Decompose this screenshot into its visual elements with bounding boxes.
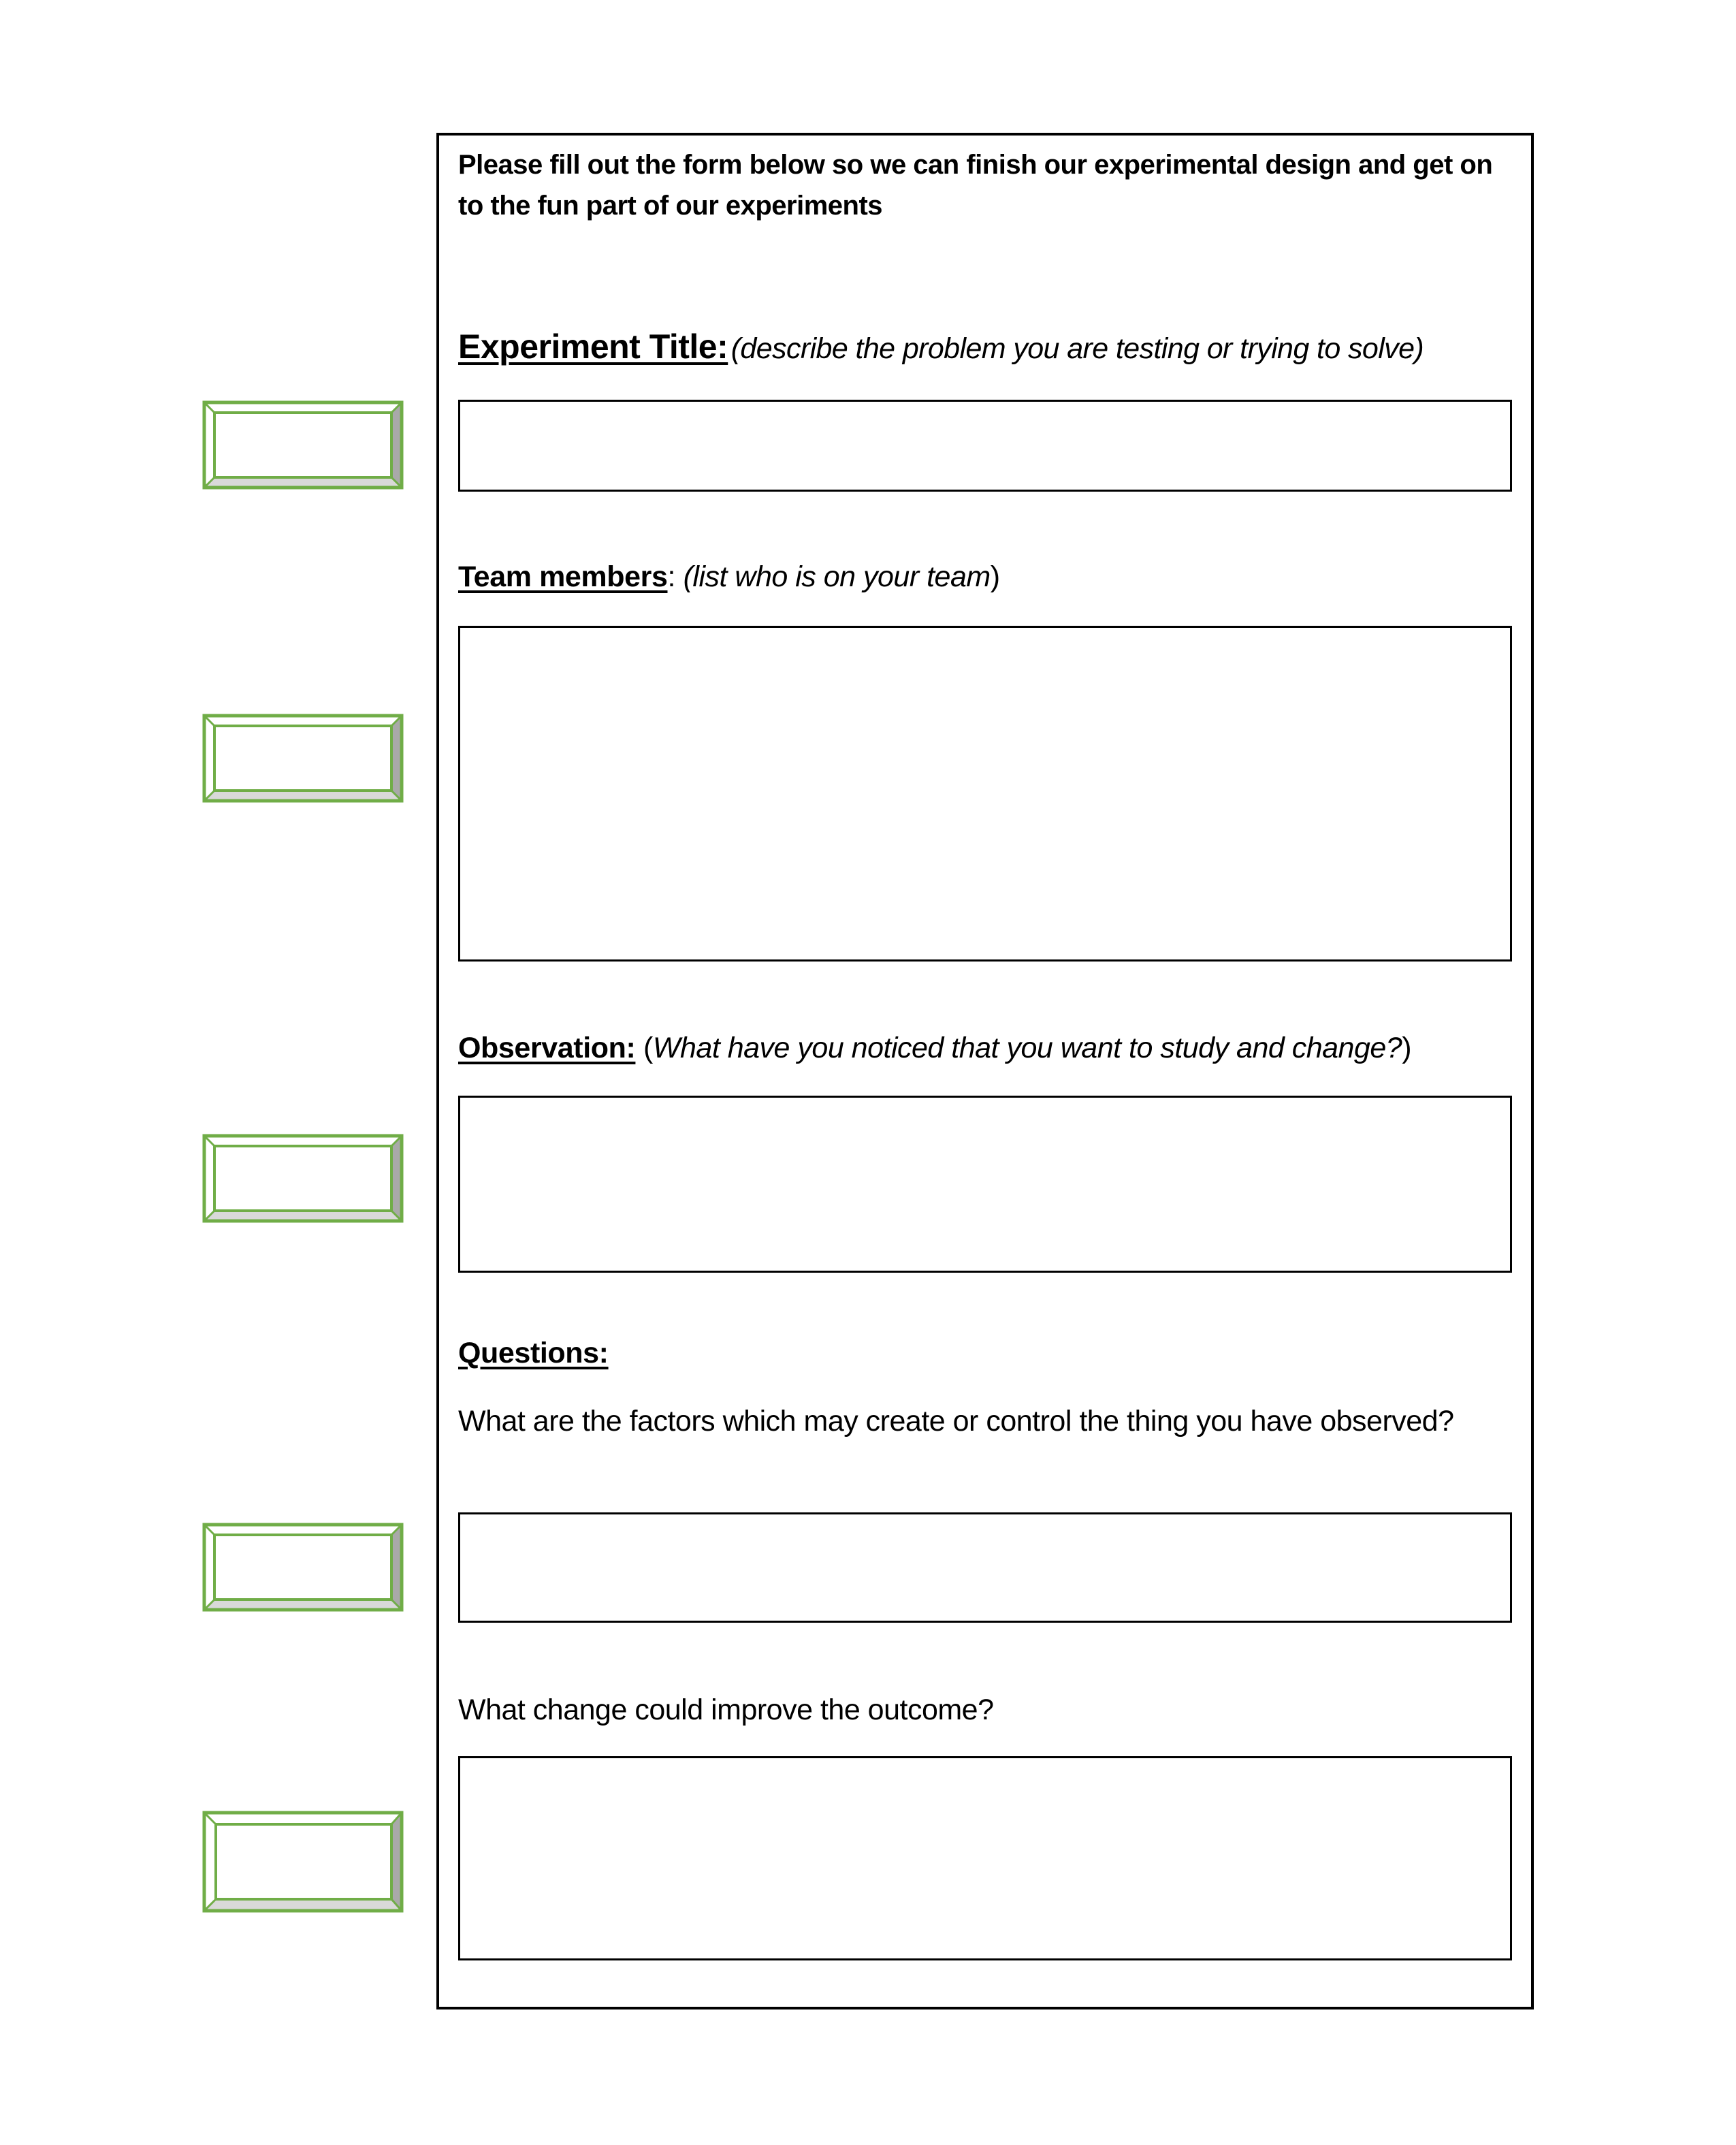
- observation-input[interactable]: [458, 1096, 1512, 1273]
- form-intro-text: Please fill out the form below so we can finish our experimental design and get on to the fun part of our experiments: [458, 150, 1493, 221]
- bevel-button-icon: [202, 1523, 404, 1612]
- question-factors-text: What are the factors which may create or control the thing you have observed?: [458, 1405, 1454, 1437]
- team-members-heading: [458, 562, 1000, 592]
- team-members-input[interactable]: [458, 626, 1512, 962]
- observation-close-paren: ): [1402, 1032, 1412, 1064]
- question-factors-input[interactable]: [458, 1512, 1512, 1623]
- side-button-experiment-title[interactable]: [202, 400, 404, 490]
- team-members-hint: (list who is on your team: [683, 560, 991, 593]
- bevel-button-icon: [202, 400, 404, 490]
- bevel-button-icon: [202, 714, 404, 803]
- team-members-label: Team members: [458, 560, 668, 593]
- side-button-question-improvement[interactable]: [202, 1811, 404, 1913]
- questions-heading: [458, 1339, 609, 1368]
- team-members-separator: :: [667, 560, 684, 593]
- experiment-title-hint: (describe the problem you are testing or trying to solve): [730, 332, 1424, 365]
- experiment-title-input[interactable]: [458, 400, 1512, 492]
- bevel-button-icon: [202, 1811, 404, 1913]
- experiment-title-label: Experiment Title:: [458, 328, 728, 366]
- observation-open-paren: (: [635, 1032, 653, 1064]
- side-button-team-members[interactable]: [202, 714, 404, 803]
- observation-label: Observation:: [458, 1032, 636, 1064]
- question-improvement-input[interactable]: [458, 1756, 1512, 1960]
- question-improvement-text: What change could improve the outcome?: [458, 1694, 994, 1726]
- observation-heading: [458, 1034, 1411, 1063]
- bevel-button-icon: [202, 1134, 404, 1223]
- side-button-question-factors[interactable]: [202, 1523, 404, 1612]
- team-members-hint-close: ): [990, 560, 1000, 593]
- side-button-observation[interactable]: [202, 1134, 404, 1223]
- questions-label: Questions:: [458, 1337, 609, 1369]
- experiment-title-heading: [458, 330, 1424, 364]
- observation-hint: What have you noticed that you want to study and change?: [652, 1032, 1402, 1064]
